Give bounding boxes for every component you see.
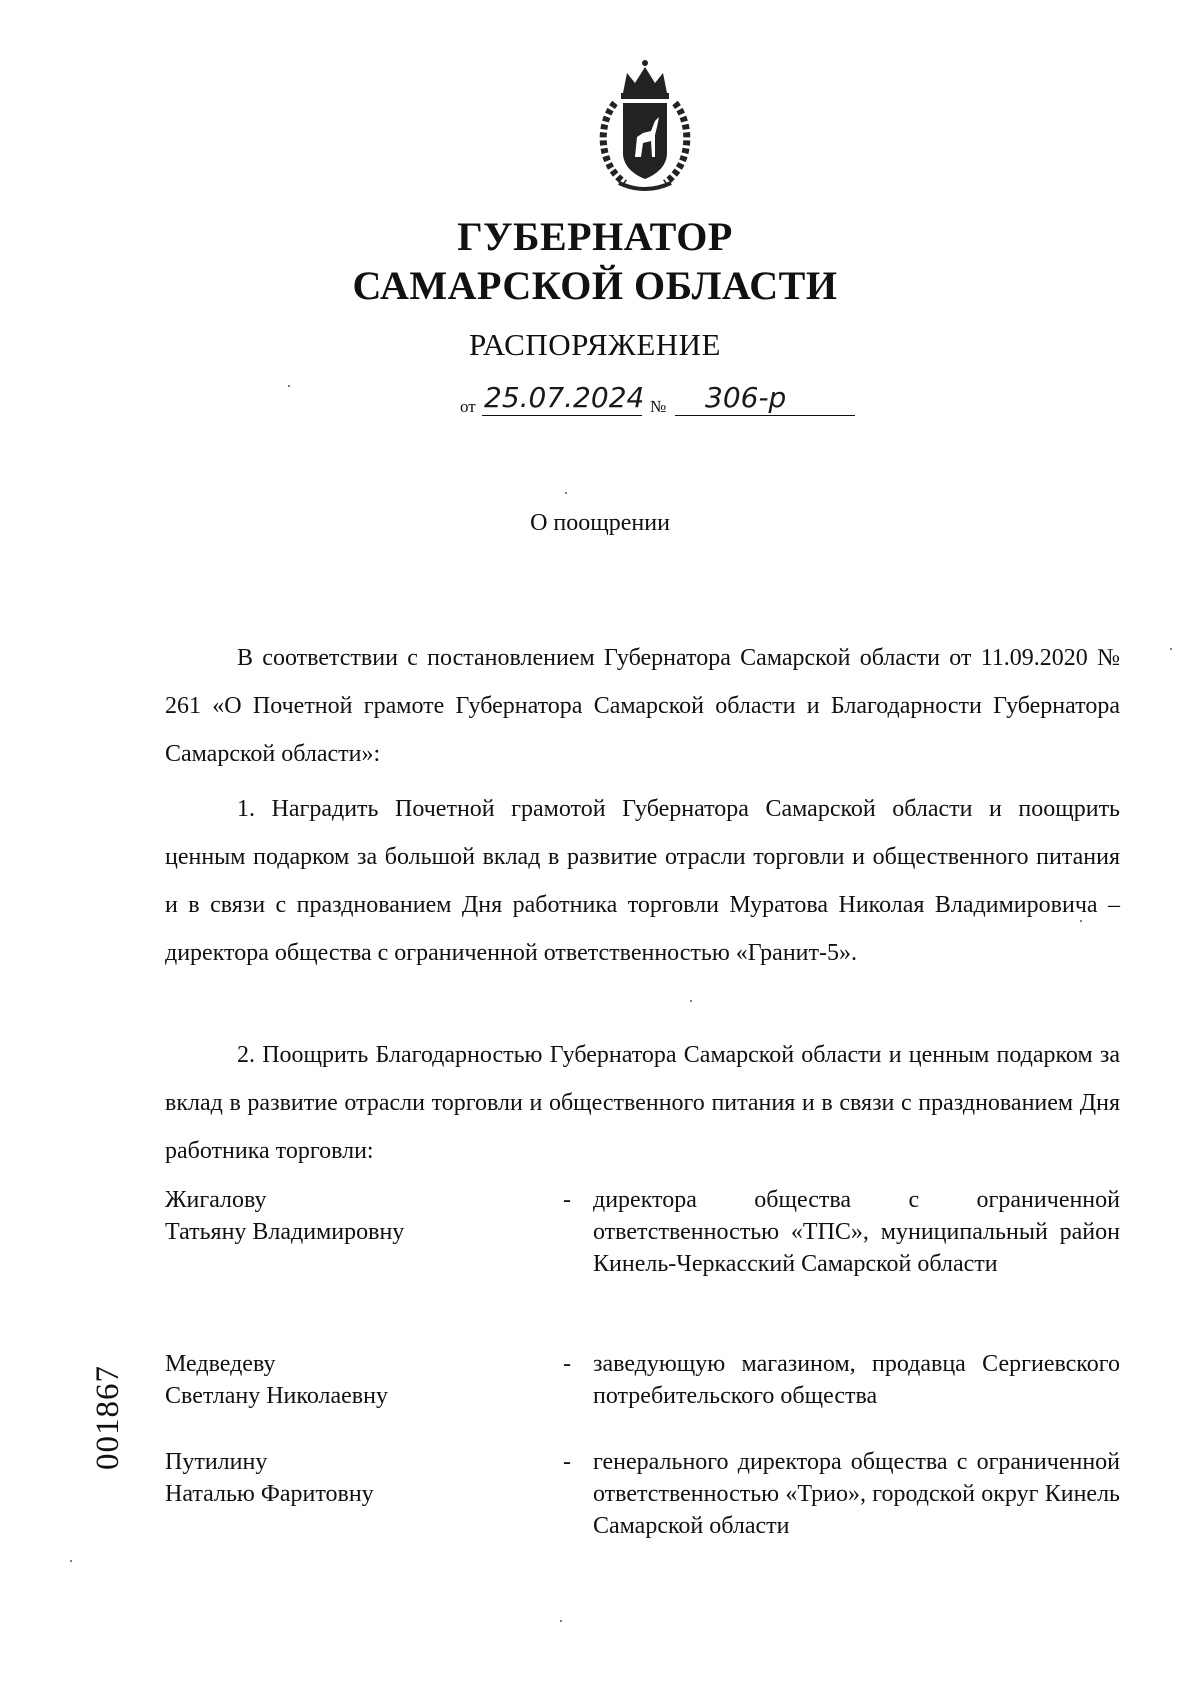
date-underline (482, 415, 642, 416)
item-1-paragraph (165, 785, 1120, 977)
recipient-position: заведующую магазином, продавца Сергиевского потребительского общества (593, 1351, 1120, 1409)
preamble-paragraph (165, 634, 1120, 778)
number-value: 306-р (705, 381, 787, 414)
recipient-surname: Медведеву (165, 1351, 276, 1377)
recipient-name (165, 1446, 545, 1510)
recipient-position: директора общества с ограниченной ответственностью «ТПС», муниципальный район Кинель-Черкасский Самарской области (593, 1187, 1120, 1277)
issuer-title-line1: ГУБЕРНАТОР (457, 214, 733, 259)
subject-line: О поощрении (530, 510, 670, 536)
recipient-dash: - (563, 1351, 571, 1377)
document-type: РАСПОРЯЖЕНИЕ (469, 327, 721, 362)
recipient-given-names: Татьяну Владимировну (165, 1219, 405, 1245)
recipient-position: генерального директора общества с ограниченной ответственностью «Трио», городской округ Кинель Самарской области (593, 1449, 1120, 1539)
recipient-name (165, 1184, 545, 1248)
scan-speck (565, 492, 567, 494)
scan-speck (70, 1560, 72, 1562)
recipient-dash: - (563, 1187, 571, 1213)
samara-coat-of-arms-icon (585, 55, 705, 195)
recipient-name (165, 1348, 545, 1412)
number-underline (675, 415, 855, 416)
preamble-text: В соответствии с постановлением Губернатора Самарской области от 11.09.2020 № 261 «О Почетной грамоте Губернатора Самарской области и Благодарности Губернатора Самарской области»: (165, 645, 1120, 767)
date-value: 25.07.2024 (484, 381, 645, 414)
issuer-title-line2: САМАРСКОЙ ОБЛАСТИ (352, 263, 838, 308)
scan-speck (1080, 920, 1082, 922)
scan-speck (690, 1000, 692, 1002)
recipient-surname: Жигалову (165, 1187, 267, 1213)
recipient-surname: Путилину (165, 1449, 268, 1475)
registration-line (460, 383, 860, 419)
recipient-dash: - (563, 1449, 571, 1475)
item-2-paragraph (165, 1031, 1120, 1175)
item-2-text: 2. Поощрить Благодарностью Губернатора Самарской области и ценным подарком за вклад в развитие отрасли торговли и общественного питания и в связи с празднованием Дня работника торговли: (165, 1042, 1120, 1164)
serial-number: 001867 (90, 1365, 126, 1470)
recipient-given-names: Наталью Фаритовну (165, 1481, 374, 1507)
number-label: № (650, 397, 667, 416)
item-1-text: 1. Наградить Почетной грамотой Губернатора Самарской области и поощрить ценным подарком за большой вклад в развитие отрасли торговли и общественного питания и в связи с празднованием Дня работника торговли Муратова Николая Владимировича – директора общества с ограниченной ответственностью «Гранит-5». (165, 796, 1120, 966)
scan-speck (288, 385, 290, 387)
recipient-given-names: Светлану Николаевну (165, 1383, 388, 1409)
scan-speck (1170, 648, 1172, 650)
date-label: от (460, 397, 476, 416)
scan-speck (560, 1620, 562, 1622)
